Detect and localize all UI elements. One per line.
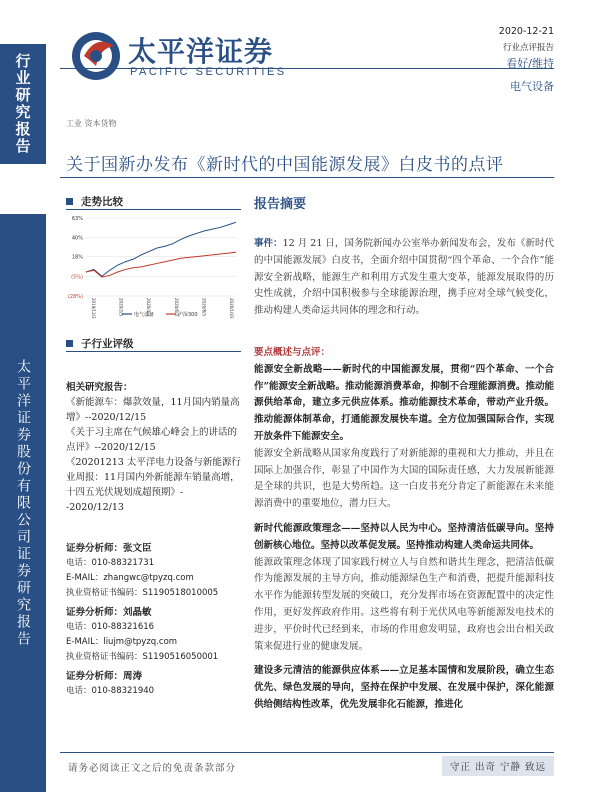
point-2-bold: 新时代能源政策理念——坚持以人民为中心。坚持清洁低碳导向。坚持创新核心地位。坚持以改革促发展。坚持推动构建人类命运共同体。 (254, 522, 554, 551)
x-tick-label: 2020/4/3 (146, 298, 152, 316)
category-label: 工业 资本货物 (66, 119, 117, 128)
page-title: 关于国新办发布《新时代的中国能源发展》白皮书的点评 (66, 155, 504, 175)
x-tick-label: 2020/6/3 (173, 298, 179, 316)
x-tick-label: 2020/10/3 (229, 298, 234, 319)
analyst-email: E-MAIL：liujm@tpyzq.com (66, 637, 178, 647)
analyst-name: 证券分析师：张文臣 (66, 543, 152, 554)
square-bullet-icon (66, 340, 73, 347)
sidebar-company: 太平洋证券股份有限公司证券研究报告 (0, 214, 46, 792)
series-line (86, 222, 236, 276)
point-2-text: 能源政策理念体现了国家践行树立人与自然和谐共生理念，把清洁低碳作为能源发展的主导方向，推动能源绿色生产和消费，把提升能源科技水平作为能源转型发展的突破口，充分发挥市场在资源配置中的决定性作用，更好发挥政府作用。这些将有利于光伏风电等新能源发电技术的进步，平价时代已经到来，市场的作用愈发明显，政府也会出台相关政策来促进行业的健康发展。 (254, 556, 554, 652)
sidebar-report-type: 行业研究报告 (0, 44, 46, 164)
section-trend: 走势比较 (66, 194, 123, 209)
footer-divider (60, 752, 554, 753)
footer-motto: 守正 出奇 宁静 致远 (442, 756, 554, 776)
legend-label: 沪深300 (178, 312, 198, 318)
analyst-block (66, 541, 241, 699)
footer-disclaimer: 请务必阅读正文之后的免责条款部分 (68, 763, 237, 774)
y-tick-label: 18% (71, 254, 83, 261)
section-divider (66, 351, 241, 352)
analyst-phone: 电话：010-88321616 (66, 622, 155, 632)
series-line (86, 252, 236, 277)
report-type: 行业点评报告 (502, 43, 554, 53)
related-item: 《关于习主席在气候雄心峰会上的讲话的点评》--2020/12/15 (66, 427, 238, 453)
x-tick-label: 2020/2/3 (118, 298, 124, 316)
key-points (254, 345, 554, 714)
y-tick-label: (28%) (67, 294, 83, 300)
point-3-bold: 建设多元清洁的能源供应体系——立足基本国情和发展阶段，确立生态优先、绿色发展的导向，坚持在保护中发展、在发展中保护，深化能源供给侧结构性改革，优先发展非化石能源，推进化 (254, 665, 554, 710)
section-sub-rating: 子行业评级 (66, 336, 134, 351)
summary-title: 报告摘要 (254, 197, 307, 212)
analyst-name: 证券分析师：周涛 (66, 671, 143, 682)
y-tick-label: (5%) (71, 274, 83, 281)
event-paragraph (254, 236, 554, 320)
analyst-name: 证券分析师：刘晶敏 (66, 607, 152, 618)
title-divider (60, 177, 554, 178)
related-item: 《新能源车：爆款效量，11月国内销量高增》--2020/12/15 (66, 397, 240, 423)
points-label: 要点概述与点评： (254, 347, 331, 358)
y-tick-label: 63% (71, 216, 83, 222)
point-1-text: 能源安全新战略从国家角度践行了对新能源的重视和大力推动，并且在国际上加强合作，彰显了中国作为大国的国际责任感，大力发展新能源是全球的共识，也是大势所趋。这一白皮书充分肯定了新能源在未来能源消费中的重要地位，潜力巨大。 (254, 447, 554, 510)
header-meta (499, 26, 554, 53)
trend-chart (64, 210, 240, 320)
analyst-email: E-MAIL：zhangwc@tpyzq.com (66, 573, 194, 583)
sector-label: 电气设备 (510, 80, 554, 93)
legend-label: 电气设备 (134, 312, 155, 318)
logo-en-text: PACIFIC SECURITIES (130, 66, 287, 78)
analyst-license: 执业资格证书编码：S1190516050001 (66, 652, 219, 662)
related-item: 《20201213 太平洋电力设备与新能源行业周报：11月国内外新能源车销量高增，十四五光伏规划成超预期》--2020/12/13 (66, 457, 241, 513)
event-label: 事件： (254, 238, 283, 249)
event-text: 12 月 21 日，国务院新闻办公室举办新闻发布会，发布《新时代的中国能源发展》白皮书，全面介绍中国贯彻“四个革命、一个合作”能源安全新战略，能源生产和利用方式发生重大变革，能源发展取得的历史性成就，介绍中国积极参与全球能源治理，携手应对全球气候变化，推动构建人类命运共同体的理念和行动。 (254, 238, 554, 317)
square-bullet-icon (66, 198, 73, 205)
analyst-phone: 电话：010-88321940 (66, 686, 155, 696)
point-1-bold: 能源安全新战略——新时代的中国能源发展，贯彻“四个革命、一个合作”能源安全新战略。推动能源消费革命，抑制不合理能源消费。推动能源供给革命，建立多元供应体系。推动能源技术革命，带动产业升级。推动能源体制革命，打通能源发展快车道。全方位加强国际合作，实现开放条件下能源安全。 (254, 363, 554, 442)
related-reports (66, 380, 241, 515)
related-heading: 相关研究报告： (66, 382, 133, 393)
y-tick-label: 40% (71, 235, 83, 242)
x-tick-label: 2019/12/3 (91, 298, 96, 319)
analyst-license: 执业资格证书编码：S1190518010005 (66, 588, 219, 598)
logo-cn-text: 太平洋证券 (128, 35, 274, 68)
analyst-phone: 电话：010-88321731 (66, 558, 155, 568)
x-tick-label: 2020/8/3 (201, 298, 207, 316)
rating-label: 看好/维持 (506, 57, 554, 70)
report-date: 2020-12-21 (498, 26, 554, 37)
header-divider (60, 68, 554, 69)
